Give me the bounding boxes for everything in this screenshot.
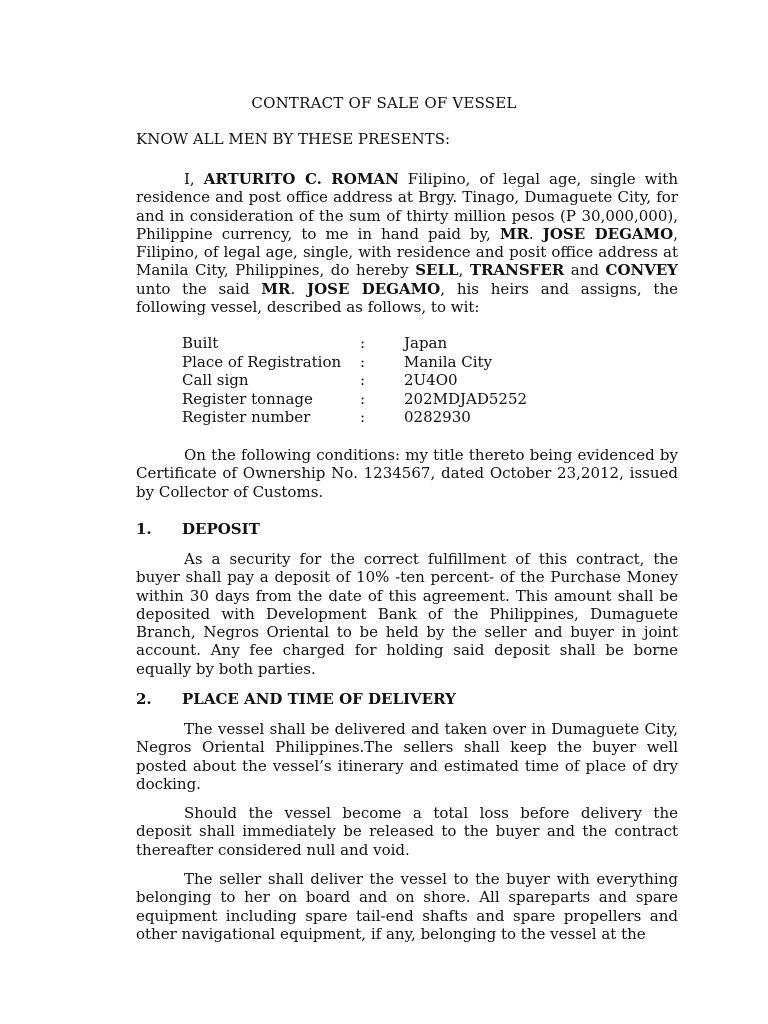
section-title: DEPOSIT xyxy=(182,520,260,538)
intro-text: unto the said xyxy=(136,279,262,298)
total-loss-paragraph xyxy=(136,804,678,859)
spec-row xyxy=(182,334,527,353)
keyword-transfer: TRANSFER xyxy=(469,261,565,280)
buyer-name: JOSE DEGAMO xyxy=(307,279,441,298)
spec-row xyxy=(182,390,527,409)
conditions-text: On the following conditions: my title thereto being evidenced by Certificate of Ownership No. 1234567, dated October 23,2012, issued by Collector of Customs. xyxy=(136,446,678,501)
section-heading-deposit xyxy=(136,520,260,538)
spec-label: Register tonnage xyxy=(182,389,313,408)
intro-text: , Filipino, of legal age, single, with residence and posit office address at Manila City, Philippines, do hereby xyxy=(136,224,678,280)
intro-text: . xyxy=(528,224,543,243)
paragraph-text: The seller shall deliver the vessel to the buyer with everything belonging to her on board and on shore. All spareparts and spare equipment including spare tail-end shafts and spare propellers and other navigational equipment, if any, belonging to the vessel at the xyxy=(136,870,678,943)
paragraph-text: Should the vessel become a total loss before delivery the deposit shall immediately be released to the buyer and the contract thereafter considered null and void. xyxy=(136,804,678,859)
buyer-title: MR xyxy=(261,279,291,298)
section-number: 1. xyxy=(136,520,152,538)
spec-colon: : xyxy=(360,408,366,426)
delivery-paragraph xyxy=(136,720,678,793)
spec-colon: : xyxy=(360,389,366,408)
spec-row xyxy=(182,408,527,427)
intro-text: I, xyxy=(184,170,204,188)
section-number: 2. xyxy=(136,690,152,708)
conditions-paragraph xyxy=(136,446,678,501)
spec-value: 202MDJAD5252 xyxy=(404,389,528,408)
intro-text: , his heirs and assigns, the following vessel, described as follows, to wit: xyxy=(136,279,678,317)
intro-text: and xyxy=(564,261,606,280)
spec-label: Built xyxy=(182,334,219,352)
deposit-paragraph xyxy=(136,550,678,678)
spec-value: Japan xyxy=(404,334,448,352)
spec-colon: : xyxy=(360,352,366,371)
intro-paragraph xyxy=(136,170,678,316)
spec-colon: : xyxy=(360,371,366,389)
delivery-contents-paragraph xyxy=(136,870,678,943)
section-heading-delivery xyxy=(136,690,456,708)
spec-label: Place of Registration xyxy=(182,352,342,371)
document-title: CONTRACT OF SALE OF VESSEL xyxy=(251,94,517,112)
seller-name: ARTURITO C. ROMAN xyxy=(203,170,399,188)
spec-value: 0282930 xyxy=(404,408,471,426)
intro-text: . xyxy=(290,279,308,298)
opening-line: KNOW ALL MEN BY THESE PRESENTS: xyxy=(136,130,451,148)
intro-text: , xyxy=(458,261,470,280)
spec-label: Call sign xyxy=(182,371,249,389)
paragraph-text: As a security for the correct fulfillment of this contract, the buyer shall pay a deposit of 10% -ten percent- of the Purchase Money within 30 days from the date of this agreement. This amount shall be deposited with Development Bank of the Philippines, Dumaguete Branch, Negros Oriental to be held by the seller and buyer in joint account. Any fee charged for holding said deposit shall be borne equally by both parties. xyxy=(136,550,678,678)
section-title: PLACE AND TIME OF DELIVERY xyxy=(182,690,456,708)
spec-colon: : xyxy=(360,334,366,352)
keyword-convey: CONVEY xyxy=(605,261,678,280)
paragraph-text: The vessel shall be delivered and taken over in Dumaguete City, Negros Oriental Philippines.The sellers shall keep the buyer well posted about the vessel’s itinerary and estimated time of place of dry docking. xyxy=(136,720,678,793)
buyer-title: MR xyxy=(499,224,529,243)
keyword-sell: SELL xyxy=(415,261,459,280)
spec-label: Register number xyxy=(182,408,311,426)
spec-row xyxy=(182,353,527,372)
intro-text: Filipino, of legal age, single with residence and post office address at Brgy. Tinago, Dumaguete City, for and in consideration of the sum of thirty million pesos (P 30,000,000), Philippine currency, to me in hand paid by, xyxy=(136,170,678,243)
spec-row xyxy=(182,371,527,390)
buyer-name: JOSE DEGAMO xyxy=(542,224,674,243)
vessel-specs xyxy=(182,334,527,427)
spec-value: 2U4O0 xyxy=(404,371,458,389)
spec-value: Manila City xyxy=(404,352,493,371)
